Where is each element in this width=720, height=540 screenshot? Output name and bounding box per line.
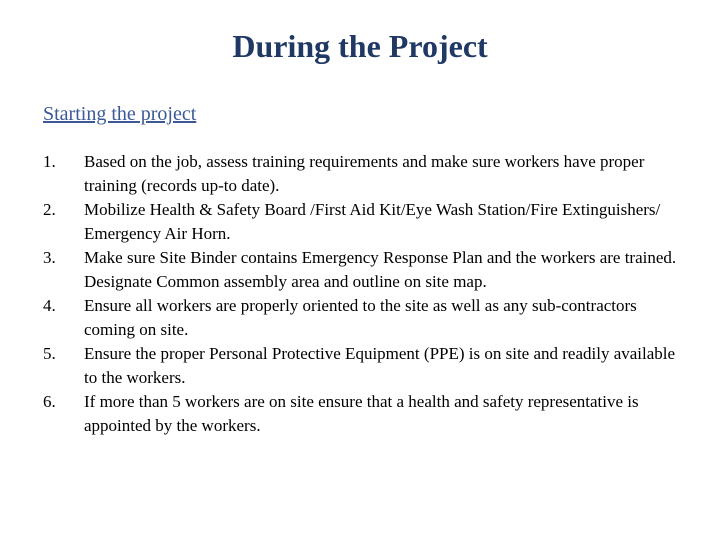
list-item <box>43 390 683 438</box>
list-item-number: 3. <box>43 248 56 267</box>
list-item <box>43 198 683 246</box>
section-heading: Starting the project <box>43 103 197 125</box>
list-item-number: 2. <box>43 200 56 219</box>
list-item-text: Based on the job, assess training requirements and make sure workers have proper training (records up-to date). <box>84 152 645 195</box>
list-item-number: 6. <box>43 392 56 411</box>
list-item <box>43 150 683 198</box>
list-item-number: 5. <box>43 344 56 363</box>
list-item-text: Ensure the proper Personal Protective Equipment (PPE) is on site and readily available to the workers. <box>84 344 676 387</box>
list-item <box>43 294 683 342</box>
list-item-text: Make sure Site Binder contains Emergency Response Plan and the workers are trained. Designate Common assembly area and outline on site map. <box>84 248 677 291</box>
list-item <box>43 342 683 390</box>
list-item-number: 1. <box>43 152 56 171</box>
page-title: During the Project <box>232 28 488 64</box>
list-item-text: Ensure all workers are properly oriented to the site as well as any sub-contractors coming on site. <box>84 296 637 339</box>
list-item-text: Mobilize Health & Safety Board /First Aid Kit/Eye Wash Station/Fire Extinguishers/ Emergency Air Horn. <box>84 200 661 243</box>
list-item-text: If more than 5 workers are on site ensure that a health and safety representative is appointed by the workers. <box>84 392 639 435</box>
steps-list <box>43 150 683 438</box>
list-item-number: 4. <box>43 296 56 315</box>
list-item <box>43 246 683 294</box>
